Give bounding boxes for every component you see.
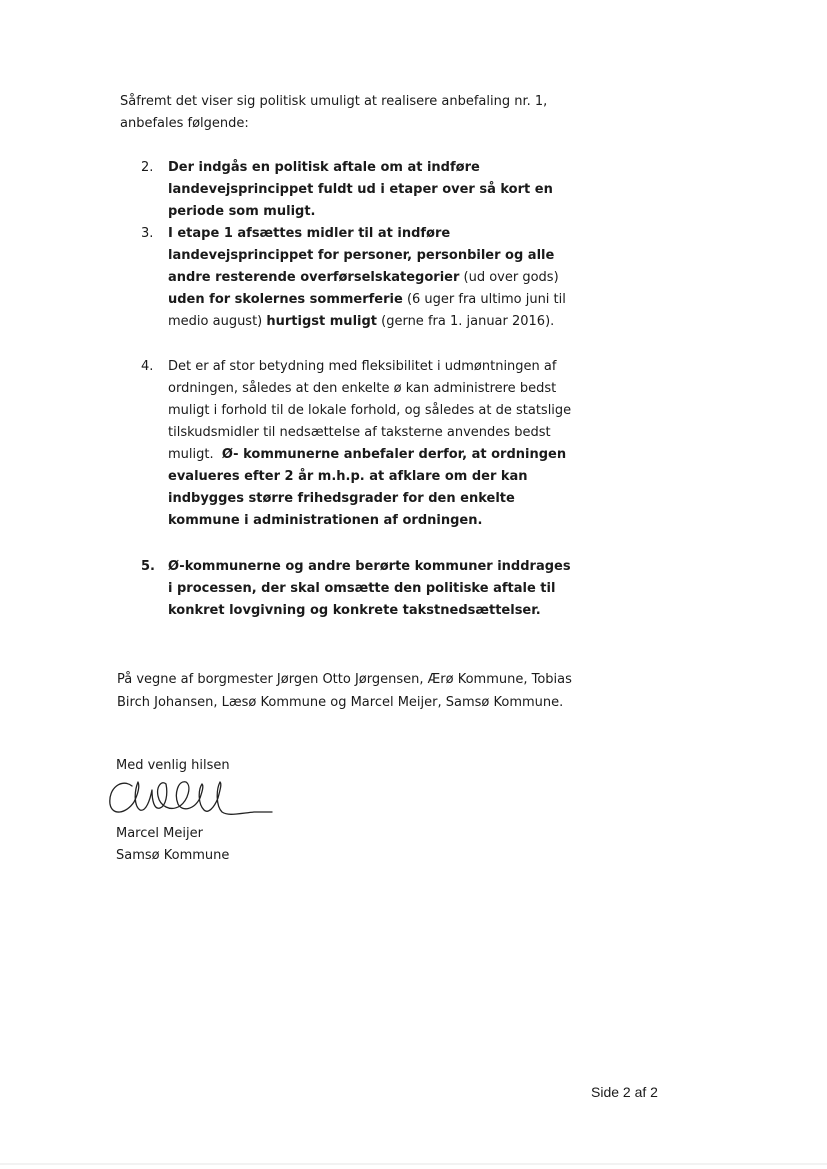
item-text-segment: hurtigst muligt xyxy=(266,314,377,329)
item-number: 2. xyxy=(141,160,154,175)
item-text xyxy=(168,223,578,333)
item-text-segment: Der indgås en politisk aftale om at indføre landevejsprincippet fuldt ud i etaper over så kort en periode som muligt. xyxy=(168,160,553,219)
recommendation-item-5 xyxy=(141,556,581,622)
page-bottom-edge xyxy=(0,1163,827,1165)
item-text-segment: Det er af stor betydning med fleksibilitet i udmøntningen af ordningen, således at den enkelte ø kan administrere bedst muligt i forhold til de lokale forhold, og således at de statslige tilskudsmidler til nedsættelse af taksterne anvendes bedst muligt. xyxy=(168,359,576,462)
recommendation-item-4 xyxy=(141,356,581,532)
item-text-segment: (ud over gods) xyxy=(459,270,559,285)
item-number: 4. xyxy=(141,359,154,374)
page-number: Side 2 af 2 xyxy=(591,1084,658,1100)
closing-line-2: Birch Johansen, Læsø Kommune og Marcel Meijer, Samsø Kommune. xyxy=(117,695,564,710)
item-text-segment: Ø-kommunerne og andre berørte kommuner inddrages i processen, der skal omsætte den politiske aftale til konkret lovgivning og konkrete takstnedsættelser. xyxy=(168,559,571,618)
signer-name: Marcel Meijer xyxy=(116,826,203,841)
intro-line-1: Såfremt det viser sig politisk umuligt at realisere anbefaling nr. 1, xyxy=(120,94,548,109)
item-number: 3. xyxy=(141,226,154,241)
item-text xyxy=(168,157,578,223)
item-text-segment: Ø- kommunerne anbefaler derfor, at ordningen evalueres efter 2 år m.h.p. at afklare om der kan indbygges større frihedsgrader for den enkelte kommune i administrationen af ordningen. xyxy=(168,447,567,528)
greeting: Med venlig hilsen xyxy=(116,758,230,773)
handwritten-signature xyxy=(104,772,274,824)
item-text-segment: (gerne fra 1. januar 2016). xyxy=(377,314,555,329)
item-text xyxy=(168,556,578,622)
item-text xyxy=(168,356,578,532)
signer-organization: Samsø Kommune xyxy=(116,848,230,863)
item-text-segment: uden for skolernes sommerferie xyxy=(168,292,403,307)
item-number: 5. xyxy=(141,559,155,574)
closing-line-1: På vegne af borgmester Jørgen Otto Jørgensen, Ærø Kommune, Tobias xyxy=(117,672,572,687)
recommendation-item-2 xyxy=(141,157,581,223)
item-text-segment: I etape 1 afsættes midler til at indføre landevejsprincippet for personer, personbiler og alle andre resterende overførselskategorier xyxy=(168,226,555,285)
item-text-segment: (6 uger fra ultimo juni til medio august) xyxy=(168,292,566,329)
intro-paragraph xyxy=(120,91,580,135)
closing-paragraph xyxy=(117,668,577,714)
recommendation-item-3 xyxy=(141,223,581,333)
intro-line-2: anbefales følgende: xyxy=(120,116,249,131)
